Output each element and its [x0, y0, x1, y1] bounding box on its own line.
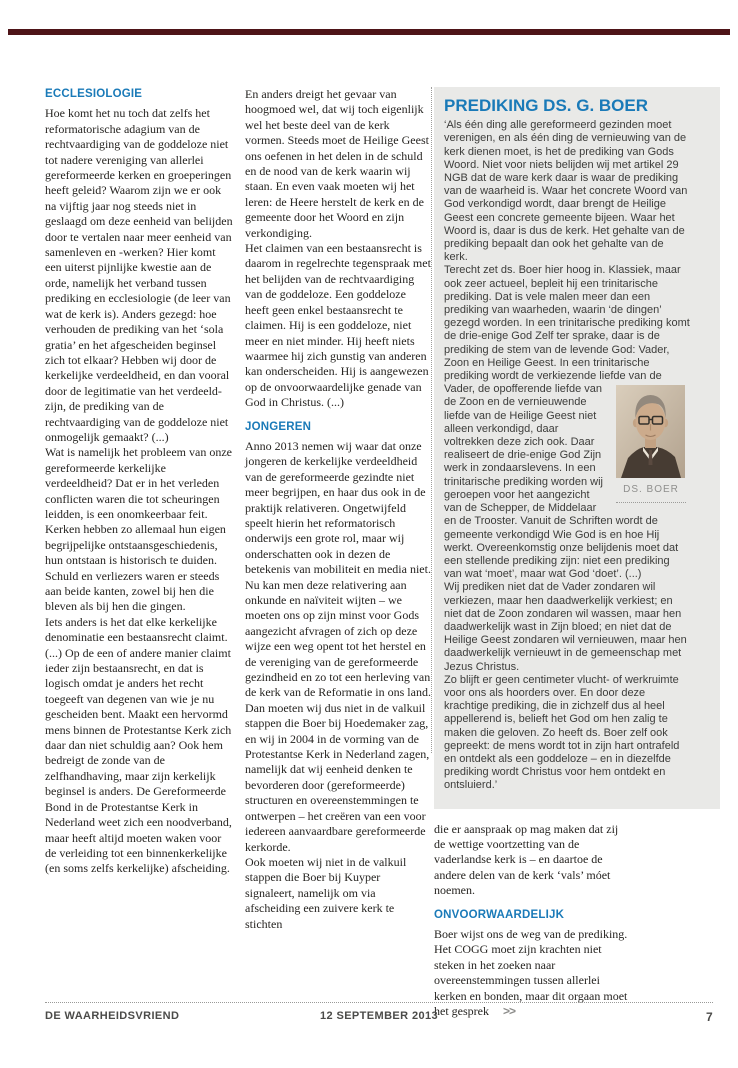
- paragraph: Zo blijft er geen centimeter vlucht- of werkruimte voor ons als hoorders over. En door deze krachtige prediking, die in zichzelf dus al heel appellerend is, belieft het God om hen zalig te maken die geloven. Zo heeft ds. Boer zelf ook gepreekt: de mens wordt tot in zijn hart ontrafeld en ontdekt als een goddeloze – en in diezelfde prediking wordt Christus voor hem ontdekt en ontsluierd.’: [444, 673, 680, 792]
- paragraph: En anders dreigt het gevaar van hoogmoed wel, dat wij toch eigenlijk wel het beste deel van de kerk vormen. Steeds moet de Heilige Geest ons oefenen in het delen in de schuld en de nood van de kerk waarin wij staan. En even vaak moeten wij het leren: de Heere herstelt de kerk en de gemeente door het Woord en zijn verkondiging.: [245, 87, 429, 240]
- continuation-arrows-icon: >>: [502, 1004, 515, 1019]
- paragraph: Anno 2013 nemen wij waar dat onze jongeren de kerkelijke verdeeldheid van de gereformeerde gezindte niet meer begrijpen, en haar dus ook in de praktijk relativeren. Ongetwijfeld speelt hierin het reformatorisch onderwijs een grote rol, maar wij onderschatten ook in dezen de betekenis van mobiliteit en media niet. Nu kan men deze relativering aan onkunde en naïviteit wijten – we moeten ons op zijn minst voor Gods aangezicht afvragen of zich op deze wijze een weg opent tot het herstel en de vereniging van de gereformeerde gezindheid en zo tot een herleving van de kerk van de Reformatie in ons land. Dan moeten wij dus niet in de valkuil stappen die Boer bij Hoedemaker zag, en wij in 2004 in de vorming van de Protestantse Kerk in Nederland zagen, namelijk dat wij eenheid denken te bevorderen door (gereformeerde) structuren en overeenstemmingen te ontwerpen – het creëren van een voor iedereen aanvaardbare gereformeerde kerkorde.: [245, 438, 431, 854]
- paragraph: Hoe komt het nu toch dat zelfs het reformatorische adagium van de rechtvaardiging van de goddeloze niet tot nadere vereniging van allerlei gereformeerde kerken en groeperingen heeft geleid? Waarom zijn we er ook na vijftig jaar nog steeds niet in geslaagd om deze eenheid van belijden door te vertalen naar meer eenheid van samenleven en -werken? Hier komt een uiterst pijnlijke kwestie aan de orde, namelijk het verband tussen prediking en ecclesiologie (de leer van wat de kerk is). Anders gezegd: hoe verhouden de prediking van het ‘sola gratia’ en het afgescheiden beginsel zich tot elkaar? Hebben wij door de kerkelijke verdeeldheid, en dan vooral door de legitimatie van het verdeeld-zijn, de prediking van de rechtvaardiging van de goddeloze niet onmogelijk gemaakt? (...): [45, 106, 233, 444]
- paragraph-text: Boer wijst ons de weg van de prediking. Het COGG moet zijn krachten niet steken in het zoeken naar overeenstemmingen tussen allerlei kerken en bonden, maar dit orgaan moet het gesprek: [434, 927, 628, 1019]
- footer-publication-title: DE WAARHEIDSVRIEND: [45, 1010, 180, 1022]
- paragraph: Het claimen van een bestaansrecht is daarom in regelrechte tegenspraak met het belijden van de rechtvaardiging van de goddeloze. Een goddeloze heeft geen enkel bestaansrecht te claimen. Hij is een goddeloze, niet meer en niet minder. Hij heeft niets waarmee hij zich gunstig van anderen kan onderscheiden. Hij is aangewezen op de onvoorwaardelijke genade van God in Christus. (...): [245, 241, 431, 410]
- middle-column: [245, 87, 431, 932]
- section-heading-ecclesiologie: ECCLESIOLOGIE: [45, 88, 143, 100]
- box-heading-prediking-ds-g-boer: PREDIKING DS. G. BOER: [444, 96, 649, 115]
- boer-portrait-photo: [616, 385, 685, 478]
- boer-sidebar-box: [434, 87, 720, 809]
- paragraph: Wat is namelijk het probleem van onze gereformeerde kerkelijke verdeeldheid? Dat er in het verleden conflicten waren die tot scheuringen leidden, is een onomkeerbaar feit. Kerken hebben zo allemaal hun eigen begrijpelijke ontstaansgeschiedenis, hun ontstaan is historisch te duiden. Schuld en verliezers waren er steeds aan beide kanten, zowel bij hen die bleven als bij hen die gingen.: [45, 445, 232, 614]
- page-content: [45, 87, 720, 1019]
- left-column: [45, 87, 235, 877]
- paragraph: Ook moeten wij niet in de valkuil stappen die Boer bij Kuyper signaleert, namelijk om via afscheiding een zuivere kerk te stichten: [245, 854, 407, 931]
- paragraph: [444, 264, 690, 581]
- photo-caption: DS. BOER: [616, 483, 686, 503]
- section-heading-onvoorwaardelijk: ONVOORWAARDELIJK: [434, 908, 565, 921]
- paragraph: Iets anders is het dat elke kerkelijke denominatie een bestaansrecht claimt. (...) Op de een of andere manier claimt ieder zijn bestaansrecht, en dat is logisch omdat je anders het recht toegeeft van degenen van wie je nu gescheiden bent. Maakt een hervormd mens binnen de Protestantse Kerk zich daar dan niet schuldig aan? Ook hem bedreigt de zonde van de zelfhandhaving, maar zijn kerkelijk beginsel is anders. De Gereformeerde Bond in de Protestantse Kerk in Nederland weet zich een noodverband, maar heeft altijd moeten waken voor de verleiding tot een binnenkerkelijke (en soms zelfs kerkelijke) afscheiding.: [45, 614, 232, 876]
- paragraph-text: van de Vader, de opofferende liefde van de Zoon en de vernieuwende liefde van de Heilige Geest niet alleen verkondigd, daar voltrekken deze zich ook. Daar realiseert de drie-enige God Zijn werk in zondaarslevens. In een trinitarische prediking worden wij geroepen voor het aangezicht van de Schepper, de Middelaar en de Trooster. Vanuit de Schriften wordt de gemeente verkondigd Wie God is en hoe Hij werkt. Overeenkomstig onze belijdenis moet dat een stellende prediking zijn: niet een prediking van wat ‘moet’, maar wat God ‘doet’. (...): [444, 370, 679, 581]
- paragraph-text: Terecht zet ds. Boer hier hoog in. Klassiek, maar ook zeer actueel, bepleit hij een trinitarische prediking. Dat is vele malen meer dan een prediking van waarheden, waarin ‘de dingen’ gezegd worden. In een trinitarische prediking komt de drie-enige God Zelf ter sprake, daar is de prediking de stem van de levende God: Vader, Zoon en Heilige Geest. In een trinitarische prediking wordt de verkiezende liefde: [444, 264, 690, 383]
- top-rule-bar: [8, 29, 730, 35]
- right-column: [434, 87, 720, 1019]
- right-column-continuation: [434, 822, 631, 1020]
- dotted-column-separator: [431, 87, 432, 753]
- footer-issue-date: 12 SEPTEMBER 2013: [319, 1010, 439, 1022]
- paragraph: die er aanspraak op mag maken dat zij de wettige voortzetting van de vaderlandse kerk is – en daartoe de andere delen van de kerk ‘vals’ móet noemen.: [434, 821, 619, 898]
- section-heading-jongeren: JONGEREN: [245, 420, 312, 433]
- page-footer: [45, 1002, 713, 1024]
- footer-page-number: 7: [705, 1010, 714, 1024]
- boer-portrait-figure: [616, 385, 686, 503]
- paragraph: ‘Als één ding alle gereformeerd gezinden moet verenigen, en als één ding de vernieuwing van de kerk dienen moet, is het de prediking van Gods Woord. Niet voor niets belijden wij met artikel 29 NGB dat de ware kerk daar is waar de prediking van de waarheid is. Waar het concrete Woord van God verkondigd wordt, daar brengt de Heilige Geest een concrete gemeente bijeen. Waar het Woord is, daar is dus de kerk. Het gehalte van de prediking bepaalt dan ook het gehalte van de kerk.: [444, 119, 688, 264]
- paragraph: Wij prediken niet dat de Vader zondaren wil verkiezen, maar hen daadwerkelijk verkiest; en niet dat de Zoon zondaren wil wassen, maar hen daadwerkelijk wast in Zijn bloed; en niet dat de Heilige Geest zondaren wil vernieuwen, maar hen daadwerkelijk vernieuwt in de gemeenschap met Jezus Christus.: [444, 581, 687, 673]
